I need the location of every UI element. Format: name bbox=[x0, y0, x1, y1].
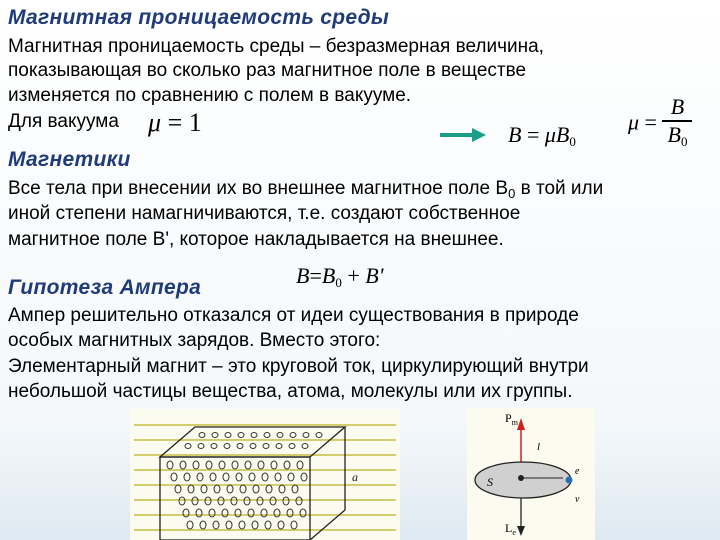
permeability-line-2: показывающая во сколько раз магнитное поле в веществе bbox=[8, 60, 527, 81]
formula-b-mu-b0 bbox=[508, 122, 576, 150]
ampere-line-1: Ампер решительно отказался от идеи существования в природе bbox=[8, 305, 579, 326]
magnetics-line-2: иной степени намагничиваются, т.е. создают собственное bbox=[8, 203, 521, 224]
magnetics-line-1a: Все тела при внесении их во внешнее магнитное поле В bbox=[8, 178, 509, 199]
ampere-line-3: Элементарный магнит – это круговой ток, циркулирующий внутри bbox=[8, 356, 589, 377]
label-l-top: l bbox=[537, 441, 541, 453]
formula-mu-numerator: B bbox=[670, 94, 685, 119]
formula-mu-den-base: B bbox=[667, 121, 681, 147]
arrow-right-icon bbox=[440, 127, 486, 143]
magnetized-block-figure bbox=[130, 409, 400, 540]
formula-b-lhs: B bbox=[508, 122, 522, 147]
label-s: S bbox=[487, 475, 493, 489]
magnetics-line-3: магнитное поле В', которое накладывается на внешнее. bbox=[8, 229, 504, 250]
formula-sum-eq: = bbox=[309, 263, 322, 288]
formula-sum-b: B bbox=[296, 263, 310, 288]
section-title-magnetics: Магнетики bbox=[8, 148, 131, 171]
orbital-current-figure bbox=[467, 408, 595, 540]
permeability-line-1: Магнитная проницаемость среды – безразмерная величина, bbox=[8, 36, 544, 57]
ampere-line-4: небольшой частицы вещества, атома, молекулы или их группы. bbox=[8, 381, 573, 402]
formula-vacuum-one: 1 bbox=[188, 108, 202, 137]
vacuum-label: Для вакуума bbox=[8, 111, 119, 132]
formula-vacuum-mu: μ bbox=[148, 108, 162, 137]
ampere-line-2: особых магнитных зарядов. Вместо этого: bbox=[8, 330, 381, 351]
label-e: e bbox=[575, 466, 580, 477]
section-title-ampere: Гипотеза Ампера bbox=[8, 276, 202, 299]
magnetics-line-1 bbox=[8, 178, 603, 205]
formula-mu-eq: = bbox=[644, 109, 657, 135]
formula-sum-plus: + bbox=[347, 263, 360, 288]
formula-sum-b0: B bbox=[321, 263, 336, 288]
label-lc: $L_e$ bbox=[505, 521, 516, 537]
formula-vacuum-eq: = bbox=[167, 108, 183, 137]
figure-background bbox=[130, 409, 400, 540]
formula-sum-b0-sub: 0 bbox=[335, 275, 342, 290]
magnetics-line-1-sub: 0 bbox=[508, 186, 516, 201]
formula-b-mu: μ bbox=[544, 122, 556, 147]
formula-mu-den-sub: 0 bbox=[680, 133, 688, 149]
permeability-line-3: изменяется по сравнению с полем в вакууме. bbox=[8, 85, 412, 106]
label-pm: $P_m$ bbox=[505, 411, 518, 427]
formula-mu-denominator bbox=[667, 121, 688, 153]
magnetics-line-1b: в той или bbox=[515, 178, 604, 199]
formula-b-b0: B bbox=[555, 122, 570, 147]
label-v: v bbox=[575, 494, 580, 505]
formula-vacuum bbox=[148, 108, 202, 138]
electron bbox=[566, 477, 573, 484]
formula-sum-bprime: B' bbox=[365, 263, 384, 288]
formula-mu-lhs: μ bbox=[628, 109, 640, 135]
formula-b-b0-sub: 0 bbox=[569, 134, 576, 149]
formula-mu-fraction bbox=[662, 96, 692, 153]
formula-mu-ratio bbox=[628, 96, 692, 153]
formula-b-eq: = bbox=[526, 122, 540, 147]
label-a: a bbox=[352, 470, 358, 484]
section-title-permeability: Магнитная проницаемость среды bbox=[8, 6, 390, 29]
formula-b-sum bbox=[296, 263, 383, 291]
